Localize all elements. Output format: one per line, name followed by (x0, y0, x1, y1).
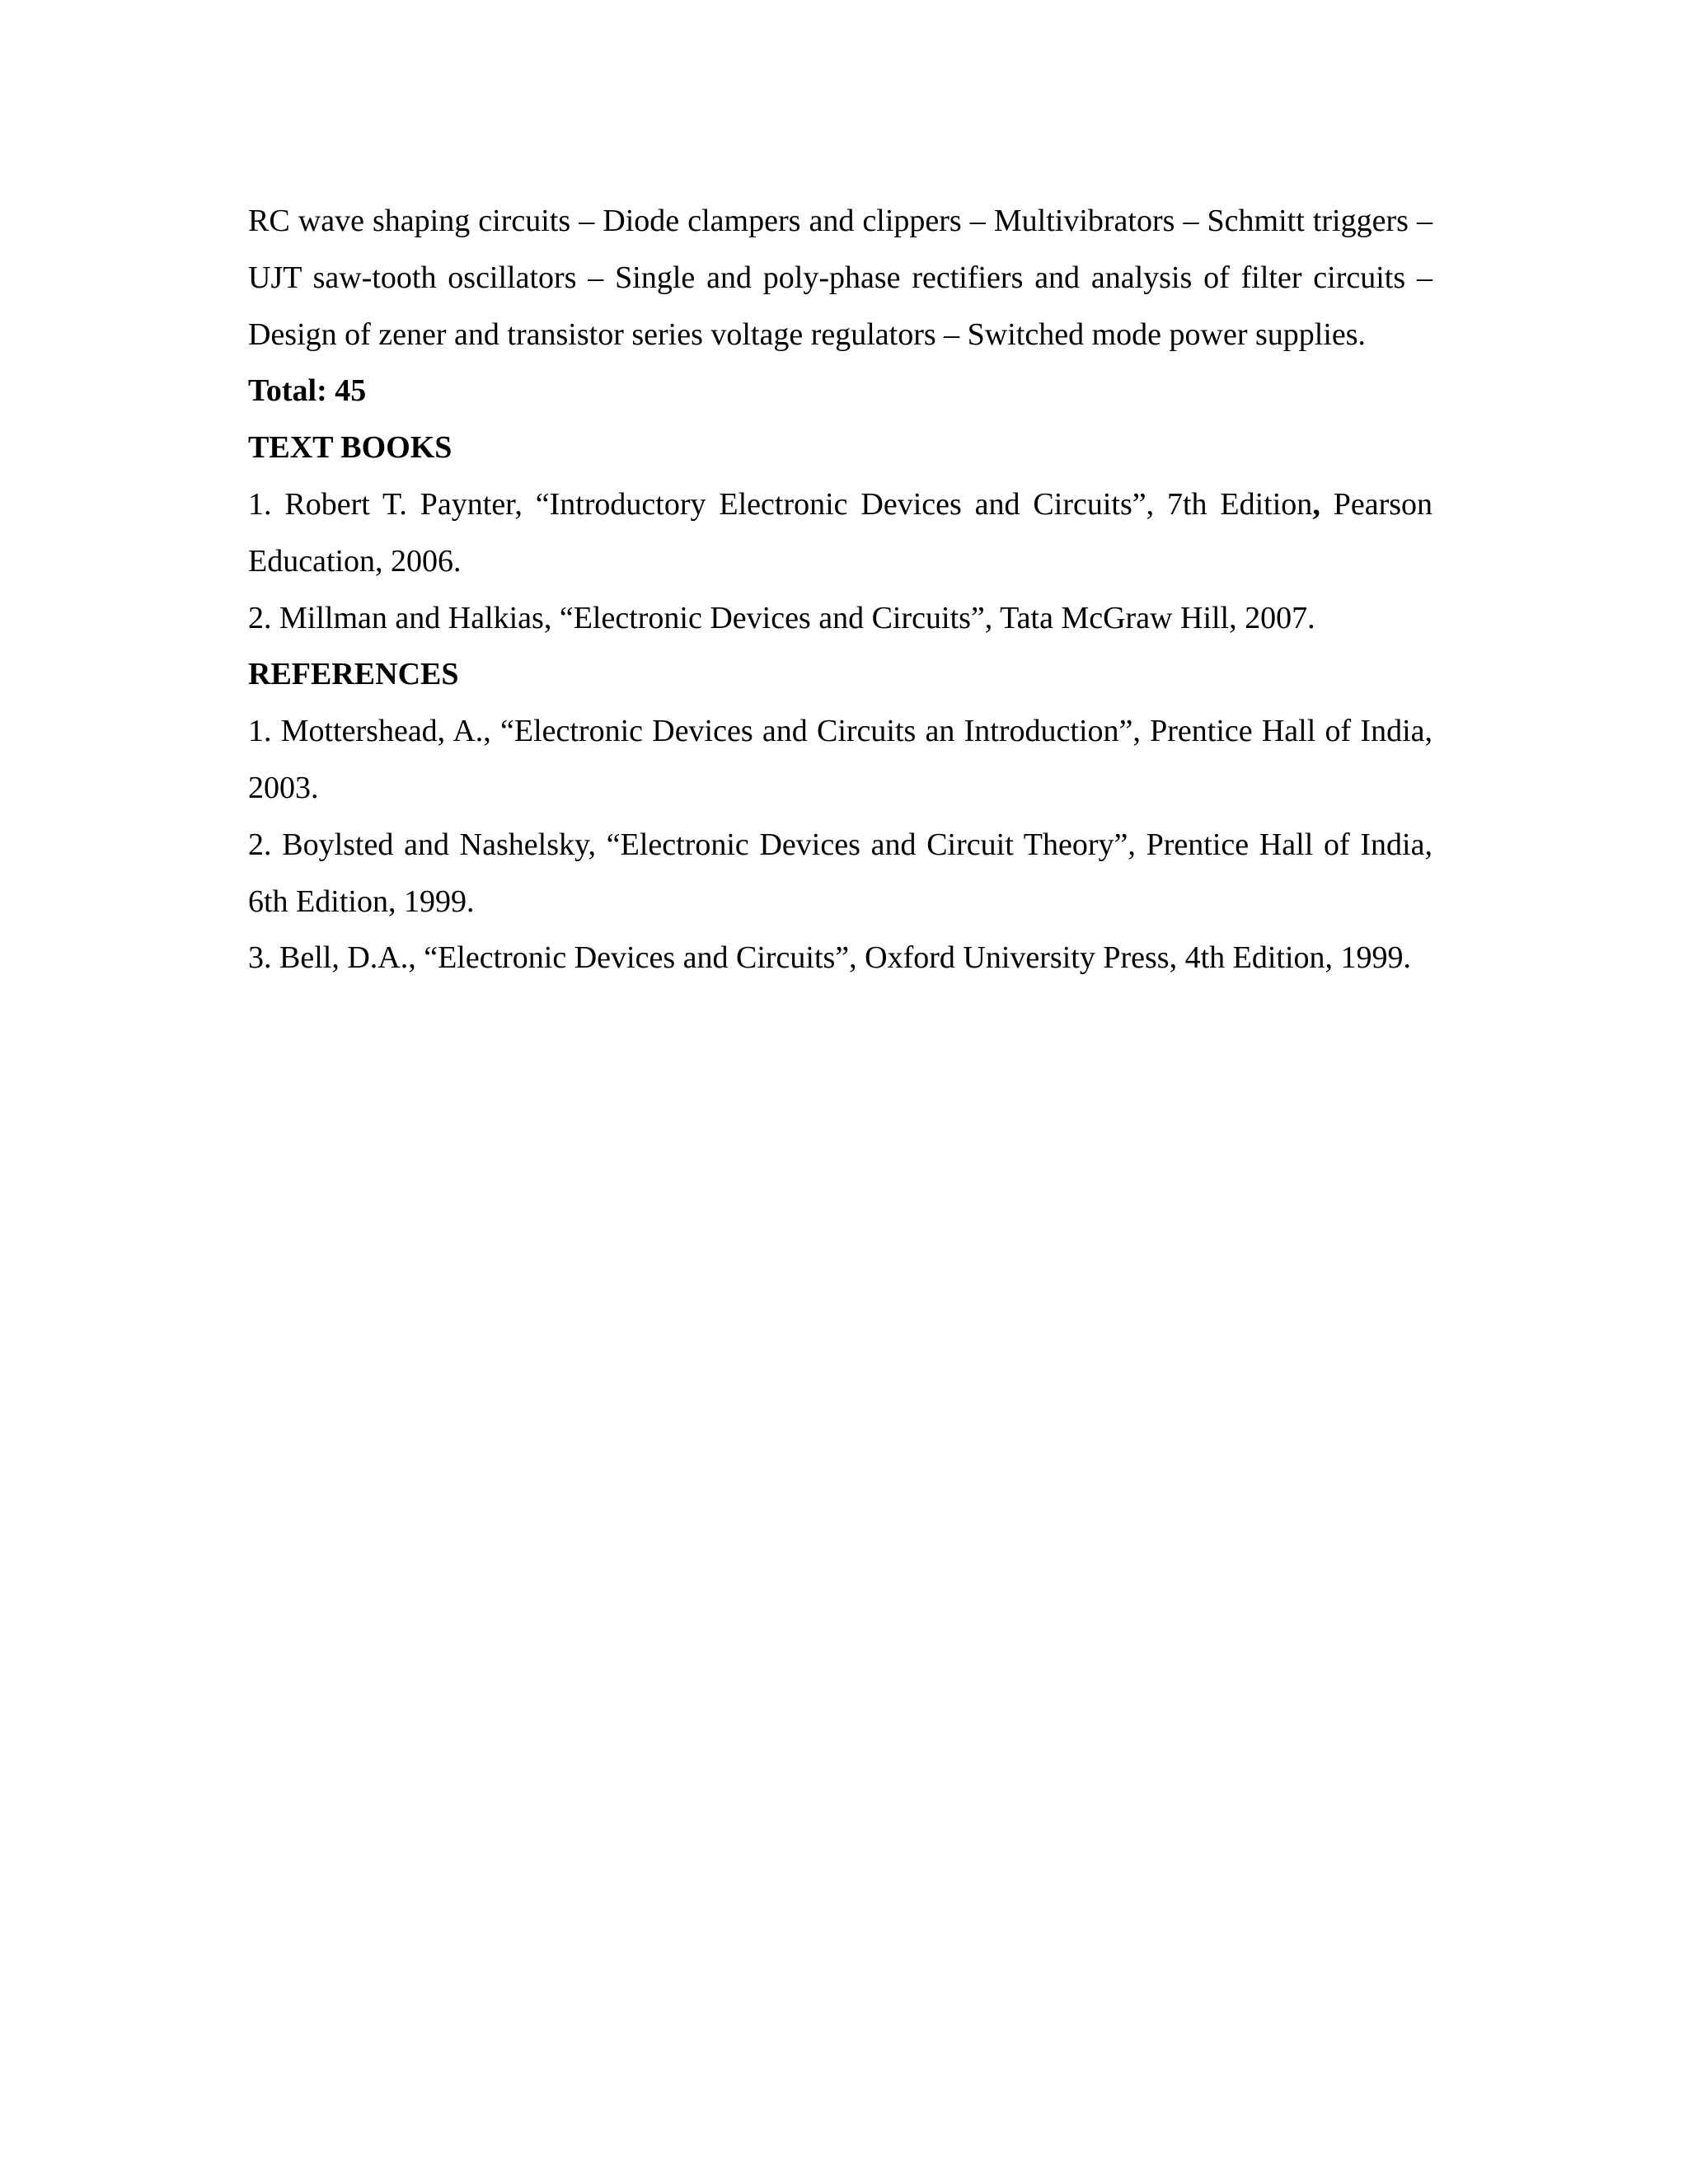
text-books-heading: TEXT BOOKS (248, 430, 452, 466)
text-book-item-1-bold-comma: , (1312, 486, 1320, 522)
reference-item-2: 2. Boylsted and Nashelsky, “Electronic Devices and Circuit Theory”, Prentice Hall of India, 6th Edition, 1999. (248, 827, 1432, 919)
total-hours: Total: 45 (248, 373, 367, 409)
text-book-item-2: 2. Millman and Halkias, “Electronic Devices and Circuits”, Tata McGraw Hill, 2007. (248, 600, 1315, 635)
text-book-item-1-text: 1. Robert T. Paynter, “Introductory Electronic Devices and Circuits”, 7th Edition (248, 486, 1313, 522)
page-content (248, 193, 1432, 987)
text-book-item-1 (248, 476, 1432, 590)
syllabus-paragraph: RC wave shaping circuits – Diode clampers and clippers – Multivibrators – Schmitt triggers – UJT saw-tooth oscillators – Single and poly-phase rectifiers and analysis of filter circuits – Design of zener and transistor series voltage regulators – Switched mode power supplies. (248, 204, 1432, 352)
reference-item-1: 1. Mottershead, A., “Electronic Devices and Circuits an Introduction”, Prentice Hall of India, 2003. (248, 714, 1432, 805)
text-book-item-1-continuation: Pearson Education, 2006. (248, 486, 1433, 579)
references-heading: REFERENCES (248, 657, 459, 692)
reference-item-3: 3. Bell, D.A., “Electronic Devices and Circuits”, Oxford University Press, 4th Edition, 1999. (248, 940, 1412, 976)
